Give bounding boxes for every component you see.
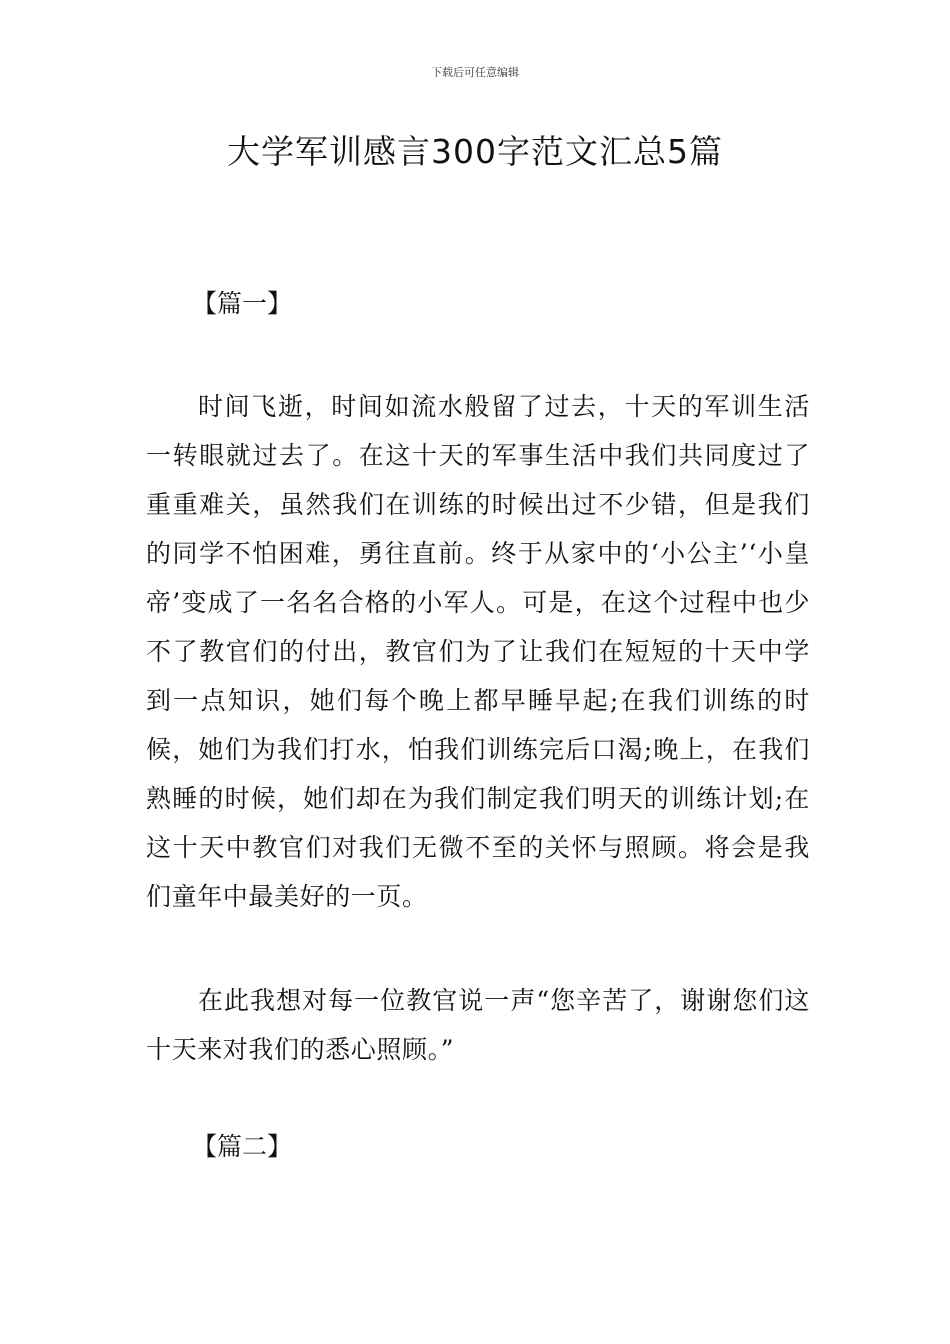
paragraph-1: 时间飞逝，时间如流水般留了过去，十天的军训生活一转眼就过去了。在这十天的军事生活中我们共同度过了重重难关，虽然我们在训练的时候出过不少错，但是我们的同学不怕困难，勇往直前。终于从家中的‘小公主’‘小皇帝’变成了一名名合格的小军人。可是，在这个过程中也少不了教官们的付出，教官们为了让我们在短短的十天中学到一点知识，她们每个晚上都早睡早起;在我们训练的时候，她们为我们打水，怕我们训练完后口渴;晚上，在我们熟睡的时候，她们却在为我们制定我们明天的训练计划;在这十天中教官们对我们无微不至的关怀与照顾。将会是我们童年中最美好的一页。 xyxy=(146,392,810,911)
spacer xyxy=(146,328,810,382)
section-heading-2: 【篇二】 xyxy=(192,1132,293,1161)
document-title: 大学军训感言300字范文汇总5篇 xyxy=(227,132,723,171)
paragraph-2: 在此我想对每一位教官说一声“您辛苦了，谢谢您们这十天来对我们的悉心照顾。” xyxy=(146,986,810,1064)
spacer xyxy=(146,921,810,976)
spacer xyxy=(146,1074,810,1122)
document-body xyxy=(146,279,810,1171)
section-heading-1: 【篇一】 xyxy=(192,289,293,318)
header-note: 下载后可任意编辑 xyxy=(431,66,519,79)
